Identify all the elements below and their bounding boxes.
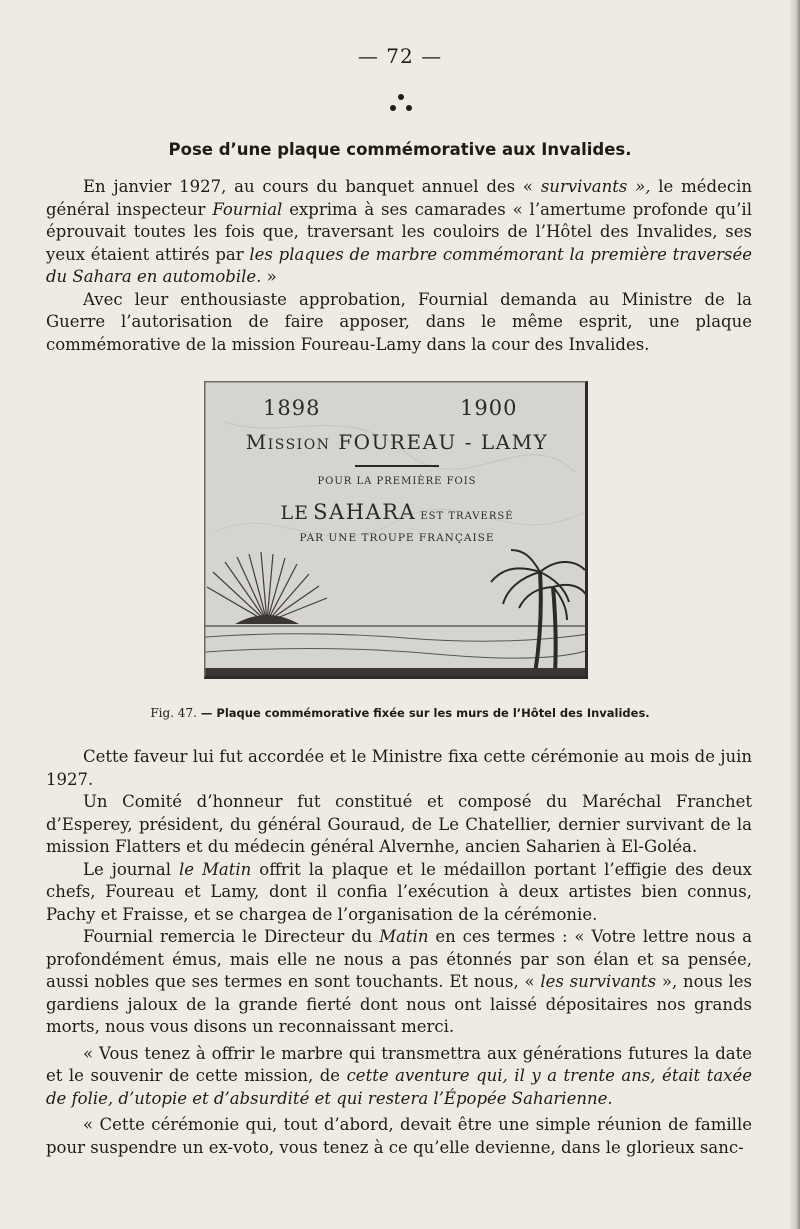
paragraph-5: Le journal le Matin offrit la plaque et le médaillon portant l’effigie des deux chefs, Foureau et Lamy, dont il confia l’exécution à deux artistes bien connus, Pachy et Fraisse, et se chargea de l’organisation de la cérémonie. [46, 859, 752, 924]
figure-caption-text: — Plaque commémorative fixée sur les murs de l’Hôtel des Invalides. [196, 706, 650, 720]
text-block-top [46, 176, 752, 356]
page-edge-shadow [790, 0, 800, 1229]
plaque-traverse: EST TRAVERSÉ [420, 511, 514, 522]
paragraph-3: Cette faveur lui fut accordée et le Ministre fixa cette cérémonie au mois de juin 1927. [46, 747, 752, 789]
plaque-le: LE [280, 502, 309, 524]
paragraph-2: Avec leur enthousiaste approbation, Fournial demanda au Ministre de la Guerre l’autorisation de faire apposer, dans le même esprit, une plaque commémorative de la mission Foureau-Lamy dans la cour des Invalides. [46, 289, 752, 354]
plaque-sahara: SAHARA [313, 500, 417, 524]
plaque-mission-word: Mission [245, 430, 331, 454]
plaque-names: FOUREAU - LAMY [338, 430, 549, 454]
figure-caption [0, 706, 800, 720]
plaque-year-start: 1898 [263, 396, 321, 420]
plaque-line-1: POUR LA PREMIÈRE FOIS [317, 476, 477, 487]
plaque-illustration [205, 382, 588, 679]
text-block-bottom [46, 746, 752, 1159]
section-heading: Pose d’une plaque commémorative aux Invalides. [168, 140, 632, 159]
plaque-mission-line [205, 430, 588, 454]
page-number: — 72 — [357, 44, 443, 68]
paragraph-1: En janvier 1927, au cours du banquet annuel des « survivants », le médecin général inspecteur Fournial exprima à ses camarades « l’amertume profonde qu’il éprouvait toutes les fois que, traversant les couloirs de l’Hôtel des Invalides, ses yeux étaient attirés par les plaques de marbre commémorant la première traversée du Sahara en automobile. » [46, 177, 752, 286]
paragraph-4: Un Comité d’honneur fut constitué et composé du Maréchal Franchet d’Esperey, président, du général Gouraud, de Le Chatellier, dernier survivant de la mission Flatters et du médecin général Alvernhe, ancien Saharien à El-Goléa. [46, 792, 752, 856]
paragraph-7: « Vous tenez à offrir le marbre qui transmettra aux générations futures la date et le souvenir de cette mission, de cette aventure qui, il y a trente ans, était taxée de folie, d’utopie et d’absurdité et qui restera l’Épopée Saharienne. [46, 1043, 753, 1108]
plaque-figure [204, 381, 588, 679]
ornament-dots [383, 92, 419, 114]
plaque-line-3: PAR UNE TROUPE FRANÇAISE [299, 532, 495, 544]
paragraph-6: Fournial remercia le Directeur du Matin en ces termes : « Votre lettre nous a profondément émus, mais elle ne nous a pas étonnés par son élan et sa pensée, aussi nobles que ses termes en sont touchants. Et nous, « les survivants », nous les gardiens jaloux de la grande fierté dont nous ont laissé dépositaires nos grands morts, nous vous disons un reconnaissant merci. [46, 927, 753, 1036]
paragraph-8: « Cette cérémonie qui, tout d’abord, devait être une simple réunion de famille pour suspendre un ex-voto, vous tenez à ce qu’elle devienne, dans le glorieux sanc- [46, 1115, 752, 1157]
plaque-year-end: 1900 [460, 396, 518, 420]
figure-label: Fig. 47. [150, 706, 197, 720]
plaque-line-2 [205, 500, 588, 524]
